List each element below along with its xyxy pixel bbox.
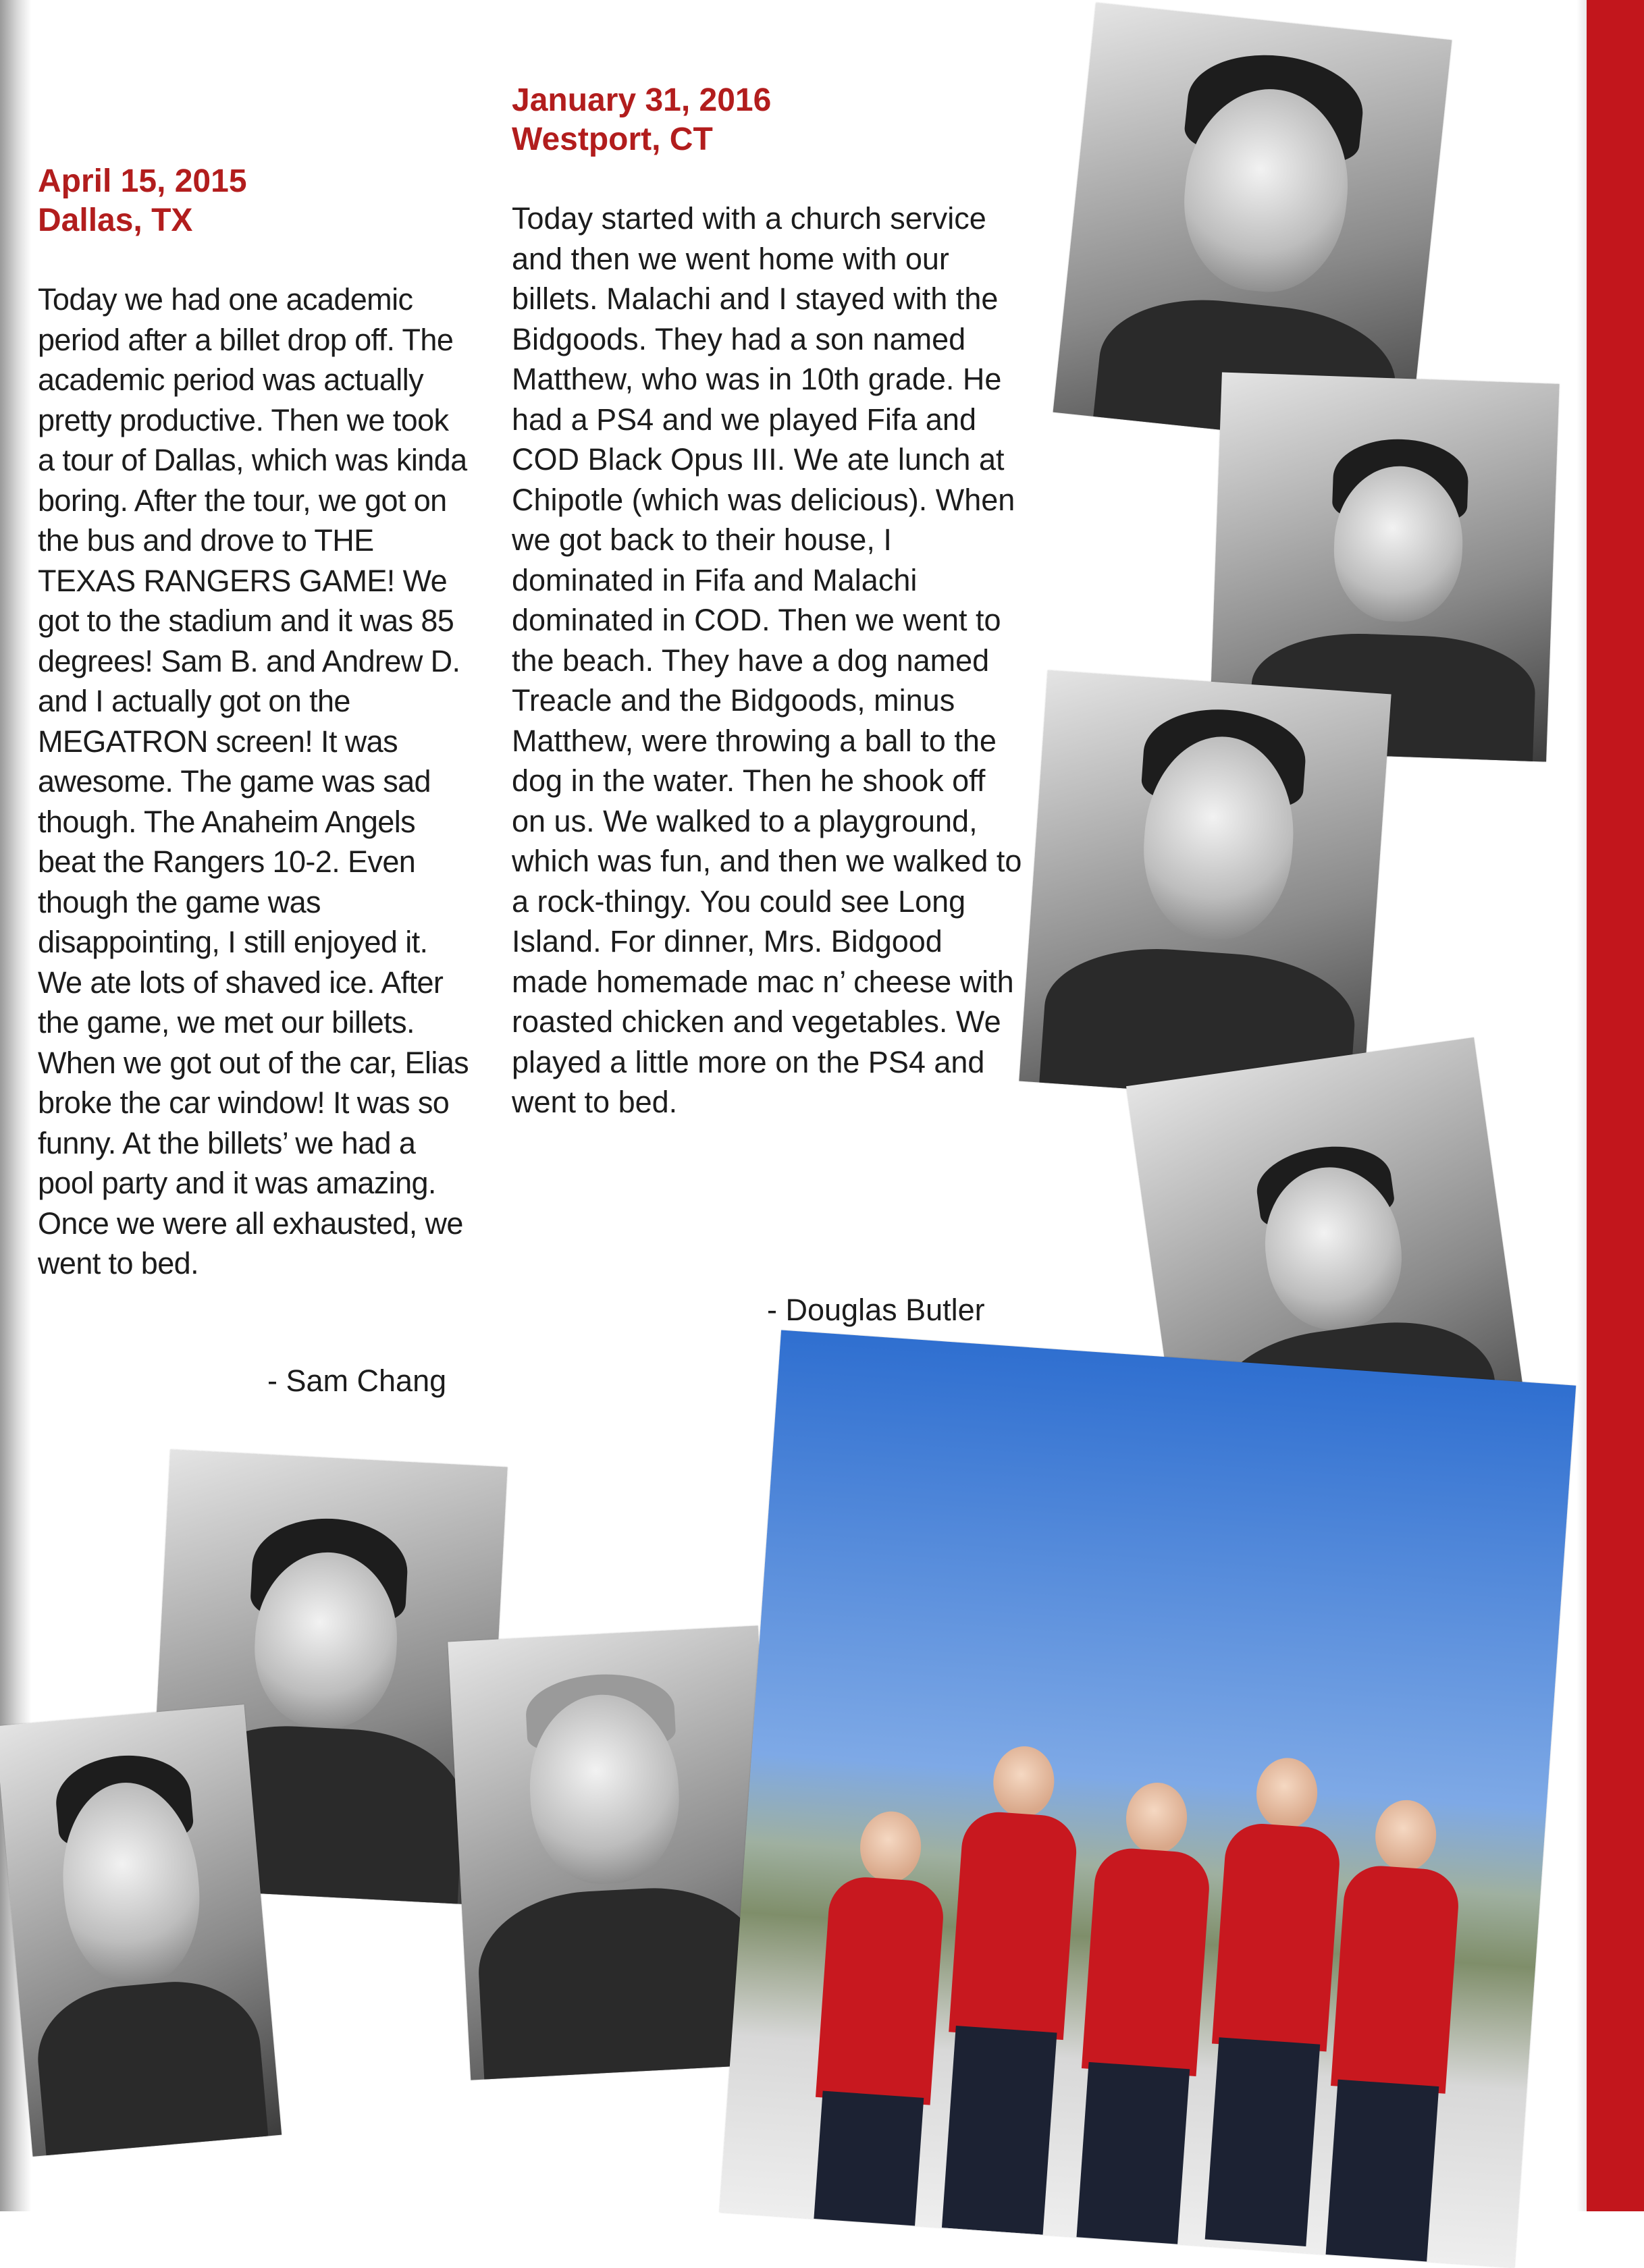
photo-boy-blond: [448, 1625, 780, 2080]
red-page-edge: [1587, 0, 1644, 2211]
entry-signature: - Douglas Butler: [767, 1293, 985, 1327]
entry-date: January 31, 2016: [512, 82, 772, 118]
entry-signature: - Sam Chang: [267, 1364, 447, 1398]
page-edge-shadow: [1576, 0, 1587, 2211]
entry-date: April 15, 2015: [38, 163, 247, 199]
photo-boy-chin-on-hand: [1019, 670, 1391, 1105]
entry-location: Dallas, TX: [38, 202, 193, 238]
photo-group-red-uniforms: [720, 1330, 1576, 2267]
entry-location: Westport, CT: [512, 122, 713, 157]
entry-body: Today we had one academic period after a billet drop off. The academic period was actually pretty productive. Then we took a tour of Dallas, which was kinda boring. After the tour, we got on the bus and drove to THE TEXAS RANGERS GAME! We got to the stadium and it was 85 degrees! Sam B. and Andrew D. and I actually got on the MEGATRON screen! It was awesome. The game was sad though. The Anaheim Angels beat the Rangers 10-2. Even though the game was disappointing, I still enjoyed it. We ate lots of shaved ice. After the game, we met our billets. When we got out of the car, Elias broke the car window! It was so funny. At the billets’ we had a pool party and it was amazing. Once we were all exhausted, we went to bed.: [38, 282, 469, 1280]
photo-boy-laughing: [0, 1704, 282, 2157]
journal-entry-dallas: [38, 162, 470, 1398]
journal-entry-westport: [512, 81, 1025, 1327]
entry-body: Today started with a church service and then we went home with our billets. Malachi and I stayed with the Bidgoods. They had a son named Matthew, who was in 10th grade. He had a PS4 and we played Fifa and COD Black Opus III. We ate lunch at Chipotle (which was delicious). When we got back to their house, I dominated in Fifa and Malachi dominated in COD. Then we went to the beach. They have a dog named Treacle and the Bidgoods, minus Matthew, were throwing a ball to the dog in the water. Then he shook off on us. We walked to a playground, which was fun, and then we walked to a rock-thingy. You could see Long Island. For dinner, Mrs. Bidgood made homemade mac n’ cheese with roasted chicken and vegetables. We played a little more on the PS4 and went to bed.: [512, 201, 1022, 1119]
